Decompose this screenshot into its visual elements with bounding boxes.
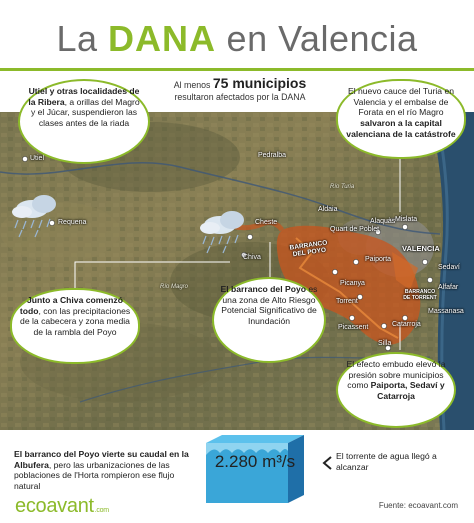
place-chiva: Chiva (243, 254, 261, 261)
callout-cauce (336, 79, 466, 159)
title-prefix: La (56, 18, 98, 59)
title-accent: DANA (108, 18, 217, 59)
label-barranco-torrent: BARRANCO DE TORRENT (403, 289, 437, 301)
logo-suffix: .com (94, 507, 109, 514)
albufera-text: , pero las urbanizaciones de las poblaciones de l'Horta rompieron ese flujo natural (14, 459, 175, 492)
place-silla: Silla (378, 340, 392, 347)
source-credit: Fuente: ecoavant.com (378, 501, 458, 510)
place-utiel: Utiel (30, 155, 45, 162)
callout-embudo-bold: Paiporta, Sedaví y Catarroja (370, 380, 445, 402)
albufera-bold: El barranco del Poyo vierte su caudal en la Albufera (14, 449, 189, 470)
page-title (0, 18, 474, 60)
callout-chiva-bold: Junto a Chiva comenzó todo (19, 295, 123, 316)
callout-utiel (18, 79, 150, 164)
place-pedralba: Pedralba (258, 152, 287, 159)
place-quart: Quart de Poblet (330, 226, 380, 233)
label-rio-turia: Río Turia (330, 184, 355, 190)
callout-cauce-text: El nuevo cauce del Turia en Valencia y el embalse de Forata en el río Magro (347, 86, 455, 118)
title-divider (0, 68, 474, 74)
place-catarroja: Catarroja (392, 321, 421, 328)
headline (150, 75, 330, 102)
callout-chiva-text: , con las precipitaciones de la cabecera y zona media de la rambla del Poyo (20, 305, 131, 338)
callout-barranco (212, 277, 326, 363)
callout-barranco-bold: El barranco del Poyo (220, 284, 306, 294)
place-cheste: Cheste (255, 219, 278, 226)
logo-text: ecoavant (15, 495, 94, 517)
chevron-left-icon (320, 455, 334, 471)
place-alaquas: Alaquàs (370, 218, 396, 225)
place-mislata: Mislata (395, 216, 418, 223)
place-picassent: Picassent (338, 324, 369, 331)
place-picanya: Picanya (340, 280, 365, 287)
headline-number: 75 municipios (212, 75, 307, 91)
title-suffix: en Valencia (226, 18, 418, 59)
place-sedavi: Sedaví (438, 264, 460, 271)
place-massanasa: Massanasa (428, 308, 464, 315)
place-paiporta: Paiporta (365, 256, 392, 263)
place-alfafar: Alfafar (438, 284, 459, 291)
torrente-note: El torrente de agua llegó a alcanzar (336, 451, 437, 472)
place-requena: Requena (58, 219, 87, 226)
place-valencia: VALENCIA (402, 244, 440, 253)
callout-embudo (336, 352, 456, 428)
headline-pre: Al menos (173, 80, 211, 90)
callout-utiel-text: , a orillas del Magro y el Júcar, suspendieron las clases antes de la riada (30, 96, 140, 129)
callout-chiva (10, 288, 140, 364)
ecoavant-logo (15, 495, 109, 518)
place-torrent: Torrent (336, 298, 358, 305)
label-barranco-poyo: BARRANCO DEL POYO (289, 239, 328, 259)
place-aldaia: Aldaia (318, 206, 338, 213)
flow-value: 2.280 m³/s (214, 452, 296, 471)
callout-embudo-text: El efecto embudo elevó la presión sobre municipios como (346, 359, 446, 391)
albufera-note (14, 449, 199, 492)
headline-post: resultaron afectados por la DANA (174, 91, 306, 102)
callout-barranco-text: es una zona de Alto Riesgo Potencial Significativo de Inundación (221, 284, 318, 327)
label-rio-magro: Río Magro (160, 284, 189, 290)
callout-cauce-bold: salvaron a la capital valenciana de la catástrofe (346, 118, 456, 139)
callout-utiel-bold: Utiel y otras localidades de la Ribera (28, 86, 140, 107)
